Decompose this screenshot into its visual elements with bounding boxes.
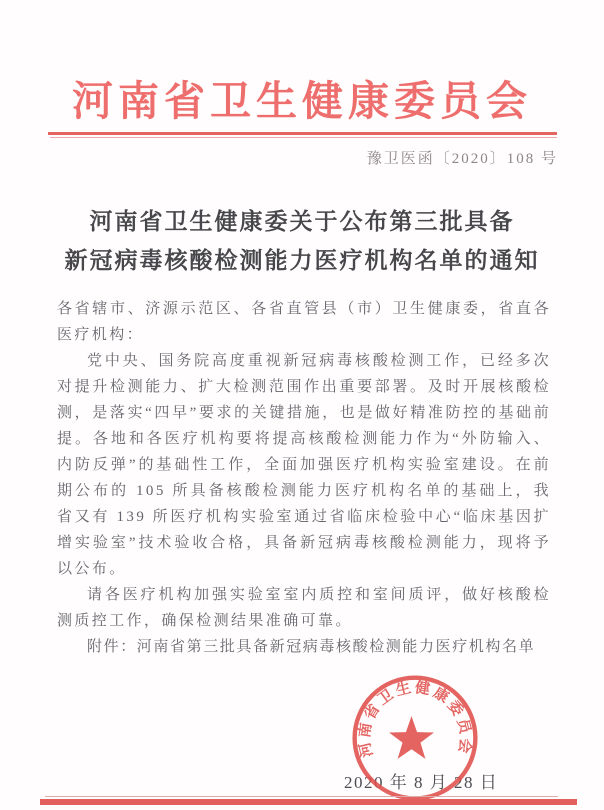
official-seal-stamp [342,668,488,808]
footer-rule-thick [40,799,577,805]
doc-body [57,296,551,660]
paragraph-2: 请各医疗机构加强实验室室内质控和室间质评，做好核酸检测质控工作，确保检测结果准确可靠。 [57,587,551,629]
letterhead-org-name: 河南省卫生健康委员会 [72,78,532,124]
doc-number: 豫卫医函〔2020〕108 号 [366,151,558,167]
salutation: 各省辖市、济源示范区、各省直管县（市）卫生健康委，省直各医疗机构： [57,301,551,343]
seal-star-icon [389,716,434,759]
letterhead-rule-thin [50,137,557,138]
issue-date: 2020 年 8 月 28 日 [344,773,499,792]
doc-title [0,202,604,280]
doc-title-line1: 河南省卫生健康委关于公布第三批具备 [89,208,515,234]
attachment-line: 附件：河南省第三批具备新冠病毒核酸检测能力医疗机构名单 [87,639,536,655]
footer-rule-thin [45,796,558,797]
paragraph-1: 党中央、国务院高度重视新冠病毒核酸检测工作，已经多次对提升检测能力、扩大检测范围作出重要部署。及时开展核酸检测，是落实“四早”要求的关键措施，也是做好精准防控的基础前提。各地和各医疗机构要将提高核酸检测能力作为“外防输入、内防反弹”的基础性工作，全面加强医疗机构实验室建设。在前期公布的 105 所具备核酸检测能力医疗机构名单的基础上，我省又有 139 所医疗机构实验室通过省临床检验中心“临床基因扩增实验室”技术验收合格，具备新冠病毒核酸检测能力，现将予以公布。 [57,353,551,577]
doc-title-line2: 新冠病毒核酸检测能力医疗机构名单的通知 [64,247,540,273]
seal-text: 河南省卫生健康委员会 [357,680,473,759]
letterhead-rule-thick [48,132,557,135]
